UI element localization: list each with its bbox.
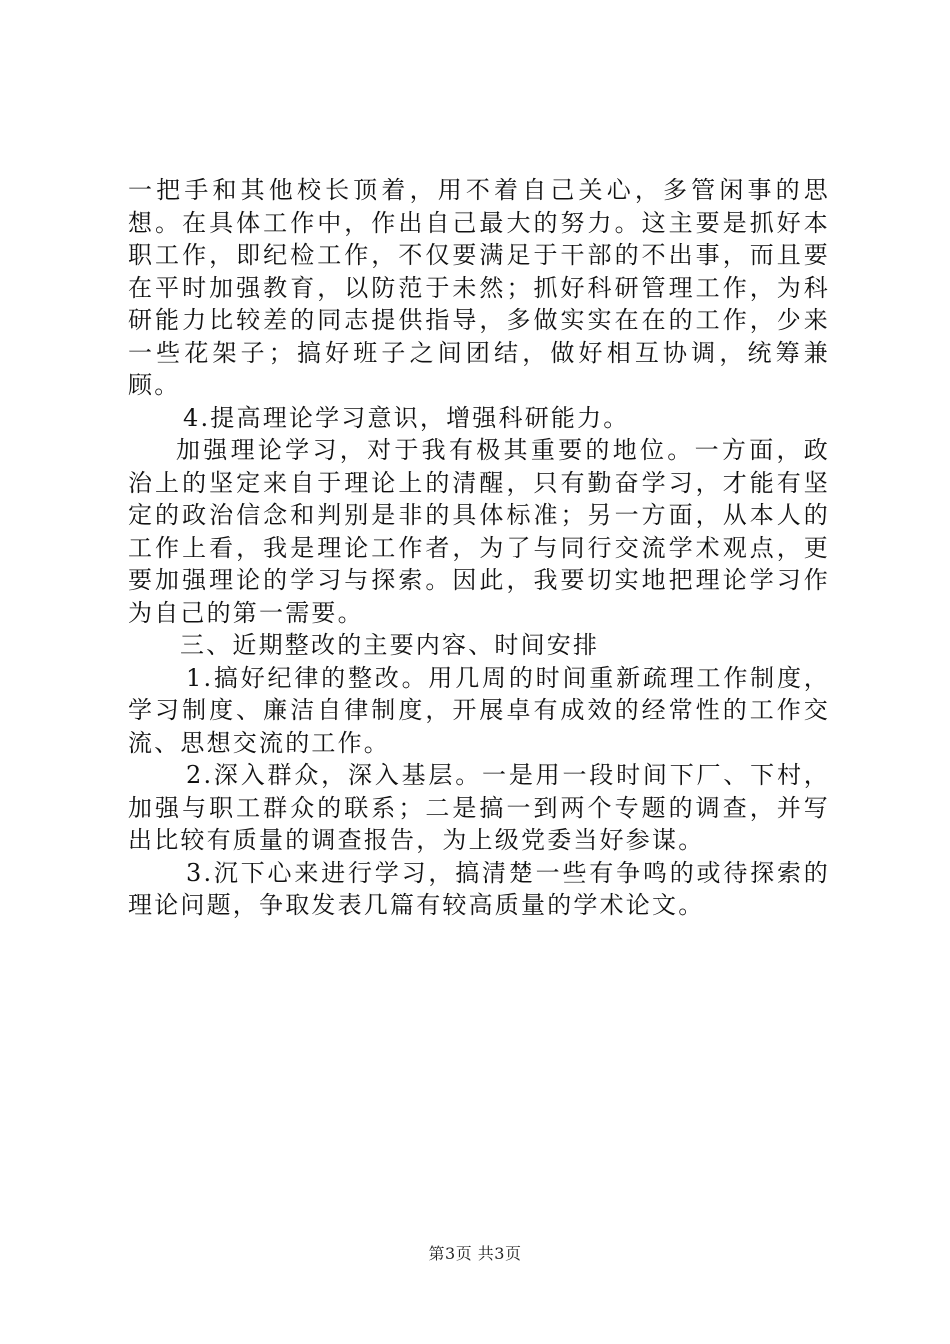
list-item-3: 3.沉下心来进行学习，搞清楚一些有争鸣的或待探索的理论问题，争取发表几篇有较高质量的学术论文。 bbox=[128, 858, 830, 919]
paragraph-theory-study: 加强理论学习，对于我有极其重要的地位。一方面，政治上的坚定来自于理论上的清醒，只有勤奋学习，才能有坚定的政治信念和判别是非的具体标准；另一方面，从本人的工作上看，我是理论工作者，为了与同行交流学术观点，更要加强理论的学习与探索。因此，我要切实地把理论学习作为自己的第一需要。 bbox=[128, 436, 830, 627]
document-body bbox=[128, 174, 830, 922]
list-item-2: 2.深入群众，深入基层。一是用一段时间下厂、下村，加强与职工群众的联系；二是搞一到两个专题的调查，并写出比较有质量的调查报告，为上级党委当好参谋。 bbox=[128, 761, 830, 854]
section-heading-three: 三、近期整改的主要内容、时间安排 bbox=[180, 631, 600, 659]
section-heading-4: 4.提高理论学习意识，增强科研能力。 bbox=[183, 403, 630, 432]
paragraph-continuation: 一把手和其他校长顶着，用不着自己关心，多管闲事的思想。在具体工作中，作出自己最大的努力。这主要是抓好本职工作，即纪检工作，不仅要满足于干部的不出事，而且要在平时加强教育，以防范于未然；抓好科研管理工作，为科研能力比较差的同志提供指导，多做实实在在的工作，少来一些花架子；搞好班子之间团结，做好相互协调，统筹兼顾。 bbox=[128, 176, 830, 399]
page-number-footer: 第3页 共3页 bbox=[428, 1244, 522, 1263]
list-item-1: 1.搞好纪律的整改。用几周的时间重新疏理工作制度，学习制度、廉洁自律制度，开展卓有成效的经常性的工作交流、思想交流的工作。 bbox=[128, 663, 830, 757]
